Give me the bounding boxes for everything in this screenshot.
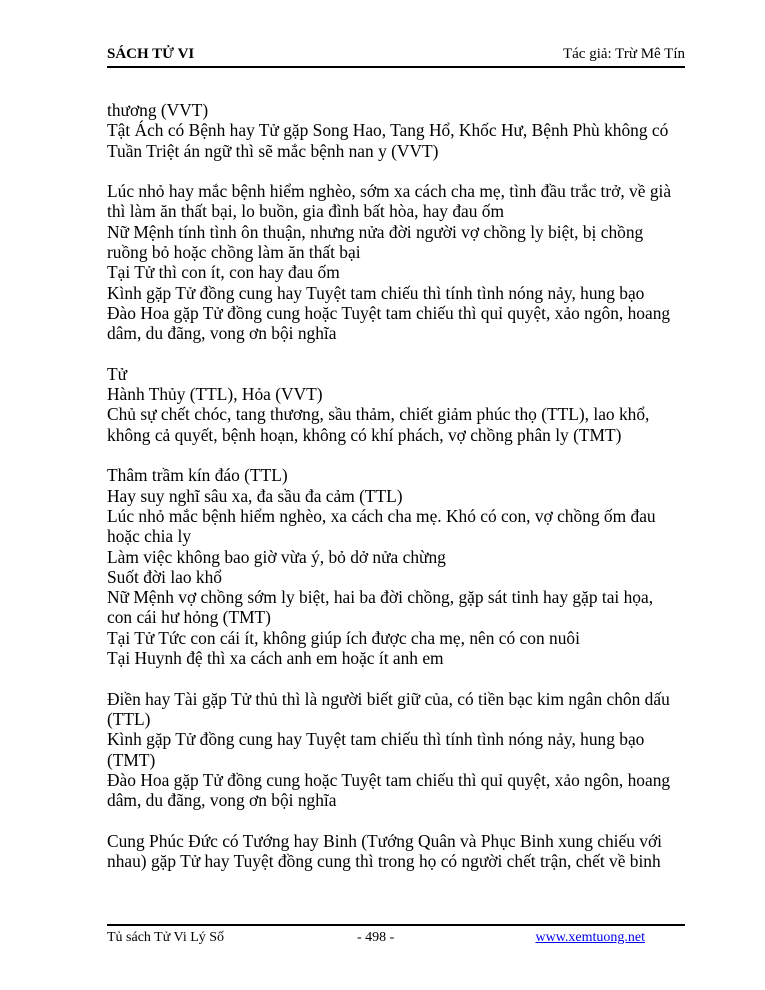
text-line: Tại Huynh đệ thì xa cách anh em hoặc ít anh em	[107, 648, 444, 669]
paragraph-gap	[107, 161, 692, 181]
book-title: SÁCH TỬ VI	[107, 46, 195, 62]
text-line: Thâm trầm kín đáo (TTL)	[107, 465, 288, 486]
text-line: Kình gặp Tử đồng cung hay Tuyệt tam chiếu thì tính tình nóng nảy, hung bạo	[107, 282, 645, 303]
paragraph-gap	[107, 810, 692, 830]
text-line: Chủ sự chết chóc, tang thương, sầu thảm, chiết giảm phúc thọ (TTL), lao khổ,	[107, 404, 650, 425]
text-line: Lúc nhỏ hay mắc bệnh hiểm nghèo, sớm xa cách cha mẹ, tình đầu trắc trở, về già	[107, 181, 672, 202]
author-label: Tác giả: Trừ Mê Tín	[562, 46, 685, 62]
text-line: hoặc chia ly	[107, 526, 192, 547]
text-line: Đào Hoa gặp Tử đồng cung hoặc Tuyệt tam chiếu thì quỉ quyệt, xảo ngôn, hoang	[107, 769, 671, 790]
text-line: Hành Thủy (TTL), Hỏa (VVT)	[107, 384, 323, 405]
text-line: ruồng bỏ hoặc chồng làm ăn thất bại	[107, 242, 361, 263]
page-footer	[107, 924, 685, 950]
text-line: Làm việc không bao giờ vừa ý, bỏ dở nửa chừng	[107, 546, 446, 567]
text-line: Đào Hoa gặp Tử đồng cung hoặc Tuyệt tam chiếu thì quỉ quyệt, xảo ngôn, hoang	[107, 302, 671, 323]
text-line: dâm, du đãng, vong ơn bội nghĩa	[107, 790, 337, 811]
series-label: Tủ sách Tử Vi Lý Số	[107, 930, 225, 945]
text-line: Hay suy nghĩ sâu xa, đa sầu đa cảm (TTL)	[107, 485, 403, 506]
text-line: Nữ Mệnh vợ chồng sớm ly biệt, hai ba đời chồng, gặp sát tinh hay gặp tai họa,	[107, 587, 654, 608]
text-line: Nữ Mệnh tính tình ôn thuận, nhưng nửa đời người vợ chồng ly biệt, bị chồng	[107, 221, 644, 242]
text-line: (TMT)	[107, 749, 156, 770]
text-line: (TTL)	[107, 708, 151, 729]
text-line: Suốt đời lao khổ	[107, 566, 222, 587]
text-line: không cả quyết, bệnh hoạn, không có khí phách, vợ chồng phân ly (TMT)	[107, 424, 622, 445]
website-link[interactable]: www.xemtuong.net	[535, 930, 645, 945]
text-line: Tại Tử thì con ít, con hay đau ốm	[107, 262, 340, 283]
text-line: Tật Ách có Bệnh hay Tử gặp Song Hao, Tang Hổ, Khốc Hư, Bệnh Phù không có	[107, 120, 669, 141]
text-line: con cái hư hỏng (TMT)	[107, 607, 271, 628]
text-line: Kình gặp Tử đồng cung hay Tuyệt tam chiếu thì tính tình nóng nảy, hung bạo	[107, 729, 645, 750]
text-line: Tử	[107, 363, 128, 384]
text-line: Điền hay Tài gặp Tử thủ thì là người biết giữ của, có tiền bạc kim ngân chôn dấu	[107, 688, 670, 709]
page-body	[107, 100, 692, 871]
text-line: Tuần Triệt án ngữ thì sẽ mắc bệnh nan y (VVT)	[107, 140, 439, 161]
text-line: nhau) gặp Tử hay Tuyệt đồng cung thì trong họ có người chết trận, chết về binh	[107, 850, 661, 871]
page-number: - 498 -	[357, 930, 395, 945]
text-line: Cung Phúc Đức có Tướng hay Binh (Tướng Quân và Phục Binh xung chiếu với	[107, 830, 662, 851]
text-line: thì làm ăn thất bại, lo buồn, gia đình bất hòa, hay đau ốm	[107, 201, 505, 222]
text-line: dâm, du đãng, vong ơn bội nghĩa	[107, 323, 337, 344]
text-line: Lúc nhỏ mắc bệnh hiểm nghèo, xa cách cha mẹ. Khó có con, vợ chồng ốm đau	[107, 505, 656, 526]
text-line: Tại Tử Tức con cái ít, không giúp ích được cha mẹ, nên có con nuôi	[107, 627, 580, 648]
paragraph-gap	[107, 445, 692, 465]
paragraph-gap	[107, 668, 692, 688]
paragraph-gap	[107, 344, 692, 364]
text-line: thương (VVT)	[107, 100, 209, 120]
page-header	[107, 42, 685, 68]
